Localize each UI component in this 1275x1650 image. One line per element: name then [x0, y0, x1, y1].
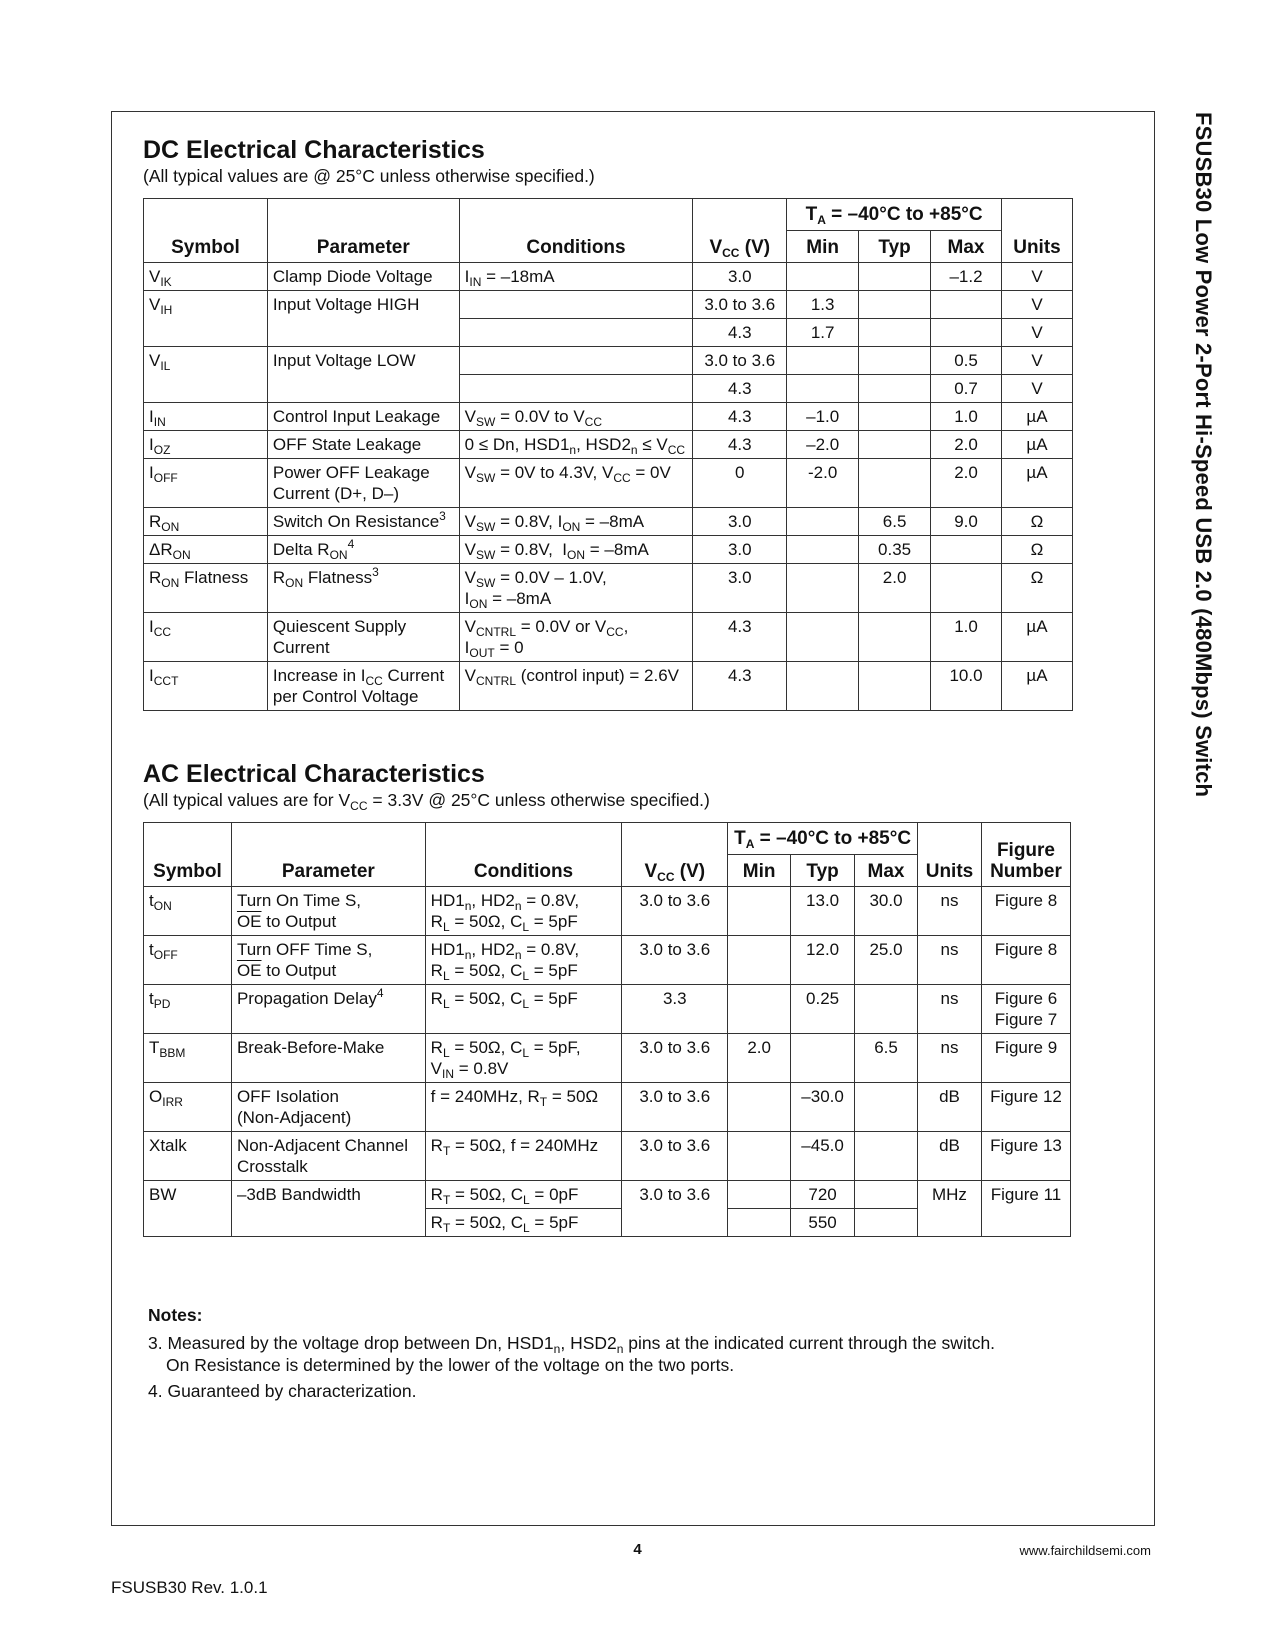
ac-header-min: Min [728, 855, 791, 887]
cell: V [1001, 375, 1072, 403]
cell [791, 1034, 855, 1083]
side-title-bar [1192, 112, 1216, 892]
cell: OFF Isolation (Non-Adjacent) [231, 1083, 425, 1132]
ac-header-vcc: $V_{CC}$ (V) [622, 823, 728, 887]
cell: µA [1001, 403, 1072, 431]
cell: 4.3 [693, 613, 787, 662]
note-3: 3. Measured by the voltage drop between Dn, $HSD1_n$, $HSD2_n$ pins at the indicated current through the switch. On Resistance is determined by the lower of the voltage on the two ports. [148, 1333, 996, 1375]
table-row [144, 887, 1071, 936]
cell [859, 291, 931, 319]
cell: -2.0 [787, 459, 859, 508]
table-row [144, 508, 1073, 536]
cell: 550 [791, 1209, 855, 1237]
cell: 4.3 [693, 319, 787, 347]
notes [148, 1305, 1108, 1406]
cell: dB [917, 1132, 981, 1181]
ac-table [143, 822, 1071, 1237]
cell: 3.0 to 3.6 [622, 1083, 728, 1132]
cell: dB [917, 1083, 981, 1132]
cell: $I_{OZ}$ [144, 431, 268, 459]
cell [855, 1132, 918, 1181]
cell: $R_T = 50\Omega$, $C_L = 5pF$ [425, 1209, 622, 1237]
cell: MHz [917, 1181, 981, 1237]
cell: $V_{CNTRL} = 0.0V$ or $V_{CC}$, $I_{OUT} = 0$ [459, 613, 693, 662]
cell [787, 564, 859, 613]
page-number: 4 [633, 1541, 642, 1558]
cell: Propagation Delay$^4$ [231, 985, 425, 1034]
cell: $V_{SW} = 0.8V$, $I_{ON} = -8mA$ [459, 508, 693, 536]
cell: 4.3 [693, 375, 787, 403]
cell: 3.0 to 3.6 [693, 291, 787, 319]
cell: V [1001, 347, 1072, 375]
cell: 6.5 [855, 1034, 918, 1083]
cell: 2.0 [931, 431, 1002, 459]
cell [728, 985, 791, 1034]
cell: 9.0 [931, 508, 1002, 536]
cell: $I_{IN} = -18mA$ [459, 263, 693, 291]
cell: 6.5 [859, 508, 931, 536]
table-row [144, 936, 1071, 985]
dc-table [143, 198, 1073, 711]
cell: µA [1001, 459, 1072, 508]
cell [855, 1181, 918, 1209]
cell: 1.3 [787, 291, 859, 319]
footer-url[interactable]: www.fairchildsemi.com [1019, 1543, 1151, 1558]
cell: –3dB Bandwidth [231, 1181, 425, 1237]
cell: $t_{PD}$ [144, 985, 232, 1034]
cell: –2.0 [787, 431, 859, 459]
cell: Figure 11 [981, 1181, 1070, 1237]
footer-revision: FSUSB30 Rev. 1.0.1 [111, 1578, 268, 1597]
cell: $V_{SW} = 0.8V$, $I_{ON} = -8mA$ [459, 536, 693, 564]
cell: µA [1001, 431, 1072, 459]
cell: $R_T = 50\Omega$, f = 240MHz [425, 1132, 622, 1181]
notes-heading: Notes: [148, 1305, 203, 1325]
dc-header-ta: $T_A = -40^\circ C$ to +85°C [787, 199, 1002, 231]
cell: 3.0 to 3.6 [622, 1132, 728, 1181]
cell: ns [917, 985, 981, 1034]
cell: 12.0 [791, 936, 855, 985]
cell [787, 508, 859, 536]
cell: µA [1001, 613, 1072, 662]
table-row [144, 431, 1073, 459]
cell: $V_{IL}$ [144, 347, 268, 403]
table-row [144, 613, 1073, 662]
cell [787, 375, 859, 403]
cell: 2.0 [859, 564, 931, 613]
ac-header-figure: Figure Number [981, 823, 1070, 887]
cell: Ω [1001, 536, 1072, 564]
cell: 1.0 [931, 613, 1002, 662]
ac-header-conditions: Conditions [425, 823, 622, 887]
cell [855, 985, 918, 1034]
cell: f = 240MHz, $R_T = 50\Omega$ [425, 1083, 622, 1132]
cell: 13.0 [791, 887, 855, 936]
cell [931, 291, 1002, 319]
note-4: 4. Guaranteed by characterization. [148, 1381, 417, 1401]
cell: BW [144, 1181, 232, 1237]
cell: Turn OFF Time S, $\overline{OE}$ to Output [231, 936, 425, 985]
cell: $T_{BBM}$ [144, 1034, 232, 1083]
cell: Clamp Diode Voltage [267, 263, 459, 291]
ac-title: AC Electrical Characteristics [143, 760, 485, 788]
cell [787, 662, 859, 711]
ac-header-ta: $T_A = -40^\circ C$ to +85°C [728, 823, 918, 855]
cell: –1.2 [931, 263, 1002, 291]
cell: $R_L = 50\Omega$, $C_L = 5pF$, $V_{IN} = 0.8V$ [425, 1034, 622, 1083]
cell: V [1001, 263, 1072, 291]
cell [459, 375, 693, 403]
cell: –30.0 [791, 1083, 855, 1132]
cell: Power OFF Leakage Current (D+, D–) [267, 459, 459, 508]
cell: 3.3 [622, 985, 728, 1034]
cell: –1.0 [787, 403, 859, 431]
cell: 3.0 to 3.6 [622, 1034, 728, 1083]
cell [859, 613, 931, 662]
dc-subtitle: (All typical values are @ 25°C unless otherwise specified.) [143, 166, 595, 186]
table-row [144, 1034, 1071, 1083]
cell [855, 1083, 918, 1132]
table-row [144, 536, 1073, 564]
cell: 10.0 [931, 662, 1002, 711]
cell [931, 536, 1002, 564]
cell: 0.5 [931, 347, 1002, 375]
ac-header-typ: Typ [791, 855, 855, 887]
cell: $V_{IK}$ [144, 263, 268, 291]
cell [728, 1181, 791, 1209]
dc-header-conditions: Conditions [459, 199, 693, 263]
cell [459, 319, 693, 347]
cell: Non-Adjacent Channel Crosstalk [231, 1132, 425, 1181]
cell: Figure 13 [981, 1132, 1070, 1181]
cell: Ω [1001, 508, 1072, 536]
cell [859, 459, 931, 508]
dc-header-symbol: Symbol [144, 199, 268, 263]
cell: 3.0 [693, 263, 787, 291]
table-row [144, 1132, 1071, 1181]
cell: 3.0 [693, 564, 787, 613]
cell: $I_{IN}$ [144, 403, 268, 431]
cell: $t_{ON}$ [144, 887, 232, 936]
cell [859, 347, 931, 375]
cell: 1.0 [931, 403, 1002, 431]
cell [859, 319, 931, 347]
cell: 720 [791, 1181, 855, 1209]
cell [787, 536, 859, 564]
cell: ns [917, 887, 981, 936]
cell: Turn On Time S, $\overline{OE}$ to Output [231, 887, 425, 936]
ac-header-parameter: Parameter [231, 823, 425, 887]
dc-header-parameter: Parameter [267, 199, 459, 263]
cell [459, 347, 693, 375]
cell: $t_{OFF}$ [144, 936, 232, 985]
cell [787, 263, 859, 291]
cell [931, 564, 1002, 613]
dc-header-vcc: $V_{CC}$ (V) [693, 199, 787, 263]
cell: $R_{ON}$ Flatness$^3$ [267, 564, 459, 613]
ac-header-symbol: Symbol [144, 823, 232, 887]
cell: µA [1001, 662, 1072, 711]
cell: $I_{CCT}$ [144, 662, 268, 711]
cell: Input Voltage HIGH [267, 291, 459, 347]
cell: 25.0 [855, 936, 918, 985]
cell: V [1001, 291, 1072, 319]
cell [787, 347, 859, 375]
cell: 0.25 [791, 985, 855, 1034]
cell: 0.7 [931, 375, 1002, 403]
cell [459, 291, 693, 319]
ac-header-units: Units [917, 823, 981, 887]
table-row [144, 291, 1073, 319]
cell: $R_{ON}$ Flatness [144, 564, 268, 613]
dc-header-max: Max [931, 231, 1002, 263]
cell: Figure 8 [981, 887, 1070, 936]
table-row [144, 1083, 1071, 1132]
cell: $V_{IH}$ [144, 291, 268, 347]
cell: $R_T = 50\Omega$, $C_L = 0pF$ [425, 1181, 622, 1209]
cell: $O_{IRR}$ [144, 1083, 232, 1132]
cell: 0 ≤ Dn, $HSD1_n$, $HSD2_n \le V_{CC}$ [459, 431, 693, 459]
cell: $\Delta R_{ON}$ [144, 536, 268, 564]
cell: ns [917, 936, 981, 985]
cell: V [1001, 319, 1072, 347]
cell: $R_L = 50\Omega$, $C_L = 5pF$ [425, 985, 622, 1034]
table-row [144, 564, 1073, 613]
cell: 2.0 [728, 1034, 791, 1083]
table-row [144, 1181, 1071, 1209]
dc-header-min: Min [787, 231, 859, 263]
cell [787, 613, 859, 662]
cell: 0 [693, 459, 787, 508]
cell: $I_{OFF}$ [144, 459, 268, 508]
cell [728, 1209, 791, 1237]
table-row [144, 662, 1073, 711]
dc-header-typ: Typ [859, 231, 931, 263]
table-row [144, 985, 1071, 1034]
ac-subtitle: (All typical values are for $V_{CC} = 3.3V$ @ 25°C unless otherwise specified.) [143, 790, 710, 813]
cell: Figure 6 Figure 7 [981, 985, 1070, 1034]
ac-header-max: Max [855, 855, 918, 887]
cell [859, 375, 931, 403]
cell: Input Voltage LOW [267, 347, 459, 403]
cell [931, 319, 1002, 347]
cell: 3.0 [693, 508, 787, 536]
cell: Quiescent Supply Current [267, 613, 459, 662]
cell: Increase in $I_{CC}$ Current per Control Voltage [267, 662, 459, 711]
cell: 1.7 [787, 319, 859, 347]
cell [728, 887, 791, 936]
cell [859, 431, 931, 459]
cell: 2.0 [931, 459, 1002, 508]
cell: $HD1_n$, $HD2_n = 0.8V$, $R_L = 50\Omega$, $C_L = 5pF$ [425, 887, 622, 936]
cell [728, 1132, 791, 1181]
cell [859, 662, 931, 711]
cell [728, 936, 791, 985]
cell: Switch On Resistance$^3$ [267, 508, 459, 536]
cell [859, 403, 931, 431]
cell: $I_{CC}$ [144, 613, 268, 662]
cell: ns [917, 1034, 981, 1083]
cell: OFF State Leakage [267, 431, 459, 459]
cell: 3.0 [693, 536, 787, 564]
cell: 0.35 [859, 536, 931, 564]
cell [859, 263, 931, 291]
cell: 30.0 [855, 887, 918, 936]
cell: Figure 9 [981, 1034, 1070, 1083]
dc-title: DC Electrical Characteristics [143, 136, 485, 164]
cell: 4.3 [693, 431, 787, 459]
cell: $V_{SW} = 0.0V - 1.0V$, $I_{ON} = -8mA$ [459, 564, 693, 613]
dc-header-units: Units [1001, 199, 1072, 263]
cell: Delta $R_{ON}^4$ [267, 536, 459, 564]
cell [728, 1083, 791, 1132]
cell: Xtalk [144, 1132, 232, 1181]
cell: Figure 12 [981, 1083, 1070, 1132]
cell: 4.3 [693, 662, 787, 711]
cell: 3.0 to 3.6 [622, 936, 728, 985]
cell: Control Input Leakage [267, 403, 459, 431]
cell: Ω [1001, 564, 1072, 613]
cell: –45.0 [791, 1132, 855, 1181]
table-row [144, 263, 1073, 291]
cell: $V_{SW} = 0.0V$ to $V_{CC}$ [459, 403, 693, 431]
cell: 3.0 to 3.6 [693, 347, 787, 375]
cell: 3.0 to 3.6 [622, 1181, 728, 1237]
table-row [144, 459, 1073, 508]
cell: Figure 8 [981, 936, 1070, 985]
cell: $V_{CNTRL}$ (control input) = 2.6V [459, 662, 693, 711]
cell: 3.0 to 3.6 [622, 887, 728, 936]
cell [855, 1209, 918, 1237]
cell: $HD1_n$, $HD2_n = 0.8V$, $R_L = 50\Omega$, $C_L = 5pF$ [425, 936, 622, 985]
cell: $V_{SW} = 0V$ to 4.3V, $V_{CC} = 0V$ [459, 459, 693, 508]
side-title: FSUSB30 Low Power 2-Port Hi-Speed USB 2.0 (480Mbps) Switch [1191, 112, 1216, 798]
table-row [144, 347, 1073, 375]
cell: 4.3 [693, 403, 787, 431]
cell: Break-Before-Make [231, 1034, 425, 1083]
table-row [144, 403, 1073, 431]
cell: $R_{ON}$ [144, 508, 268, 536]
